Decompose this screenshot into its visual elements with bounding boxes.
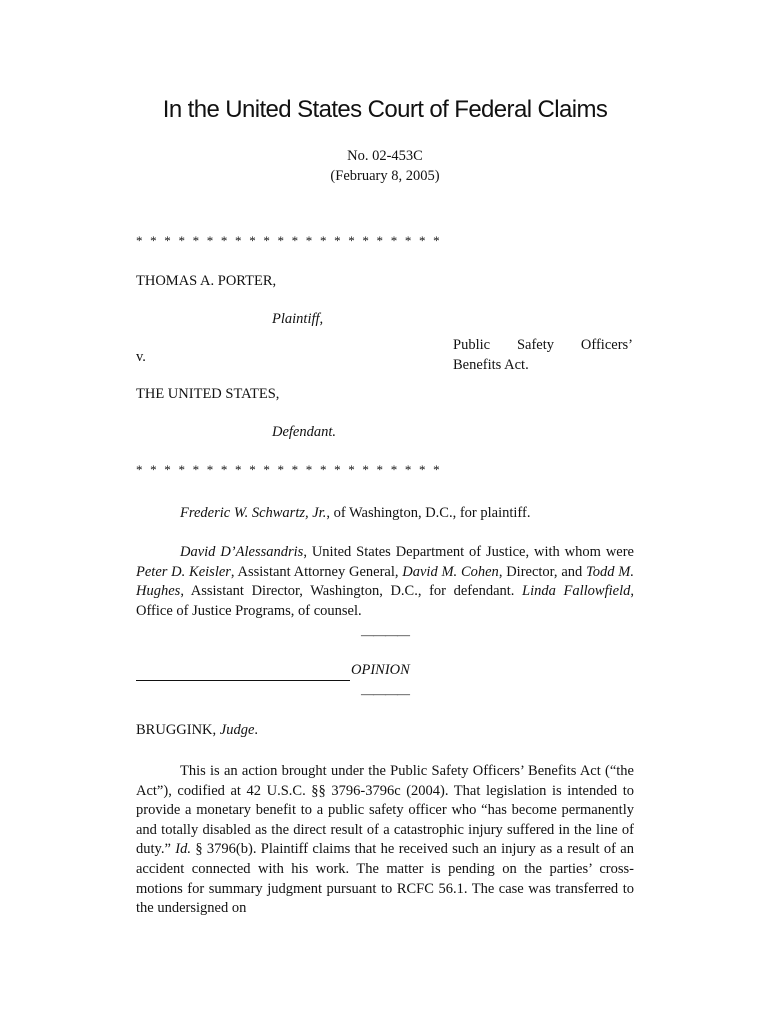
judge-title: Judge: [219, 722, 255, 738]
separator-top: ————: [361, 627, 409, 642]
defendant-counsel: [136, 543, 634, 621]
caption-stars-bottom: * * * * * * * * * * * * * * * * * * * * * *: [136, 462, 442, 477]
counsel-text: , Assistant Attorney General,: [230, 563, 403, 580]
counsel-text: , Director, and: [498, 563, 587, 580]
court-title: In the United States Court of Federal Claims: [162, 96, 608, 123]
judge-period: .: [254, 722, 259, 738]
plaintiff-counsel: [136, 504, 634, 524]
separator-bottom: ————: [361, 686, 409, 701]
judge-name: BRUGGINK,: [136, 722, 220, 738]
opinion-heading: OPINION: [351, 662, 410, 678]
subject-word: Public: [453, 337, 491, 353]
defendant-role: Defendant.: [272, 424, 337, 440]
plaintiff-name: THOMAS A. PORTER,: [136, 273, 277, 289]
attorney-name: Todd M. Hughes: [136, 563, 635, 600]
subject-line-2: Benefits Act.: [453, 356, 529, 373]
attorney-name: Peter D. Keisler: [136, 563, 231, 580]
paragraph-text: § 3796(b). Plaintiff claims that he received such an injury as a result of an accident connected with his work. The matter is pending on the parties’ cross-motions for summary judgment pursuant to RCFC 56.1. The case was transferred to the undersigned on: [136, 841, 634, 917]
attorney-name: David D’Alessandris: [180, 544, 304, 560]
caption-stars-top: * * * * * * * * * * * * * * * * * * * * * *: [136, 233, 442, 248]
counsel-text: , Office of Justice Programs, of counsel.: [136, 583, 634, 619]
paragraph-text: This is an action brought under the Public Safety Officers’ Benefits Act (“the Act”), codified at 42 U.S.C. §§ 3796-3796c (2004). That legislation is intended to provide a monetary benefit to a public safety officer who “has become permanently and totally disabled as the direct result of a catastrophic injury suffered in the line of duty.”: [136, 763, 634, 858]
case-subject: [453, 336, 633, 375]
plaintiff-role: Plaintiff,: [272, 311, 324, 327]
attorney-name: David M. Cohen: [402, 563, 499, 580]
defendant-name: THE UNITED STATES,: [136, 386, 280, 402]
citation-id: Id.: [175, 841, 191, 858]
decision-date: (February 8, 2005): [330, 168, 440, 184]
judge-line: [136, 722, 258, 739]
counsel-text: , United States Department of Justice, with whom were: [303, 544, 634, 560]
attorney-name: Frederic W. Schwartz, Jr.: [180, 505, 327, 521]
opinion-rule: [136, 680, 350, 681]
subject-word: Safety: [516, 337, 555, 353]
attorney-name: Linda Fallowfield: [522, 583, 631, 600]
case-number: No. 02-453C: [347, 148, 423, 164]
subject-word: Officers’: [580, 337, 633, 353]
versus: v.: [136, 349, 146, 365]
opinion-paragraph: [136, 762, 634, 919]
counsel-text: , of Washington, D.C., for plaintiff.: [326, 505, 531, 521]
counsel-text: , Assistant Director, Washington, D.C., for defendant.: [180, 583, 523, 600]
